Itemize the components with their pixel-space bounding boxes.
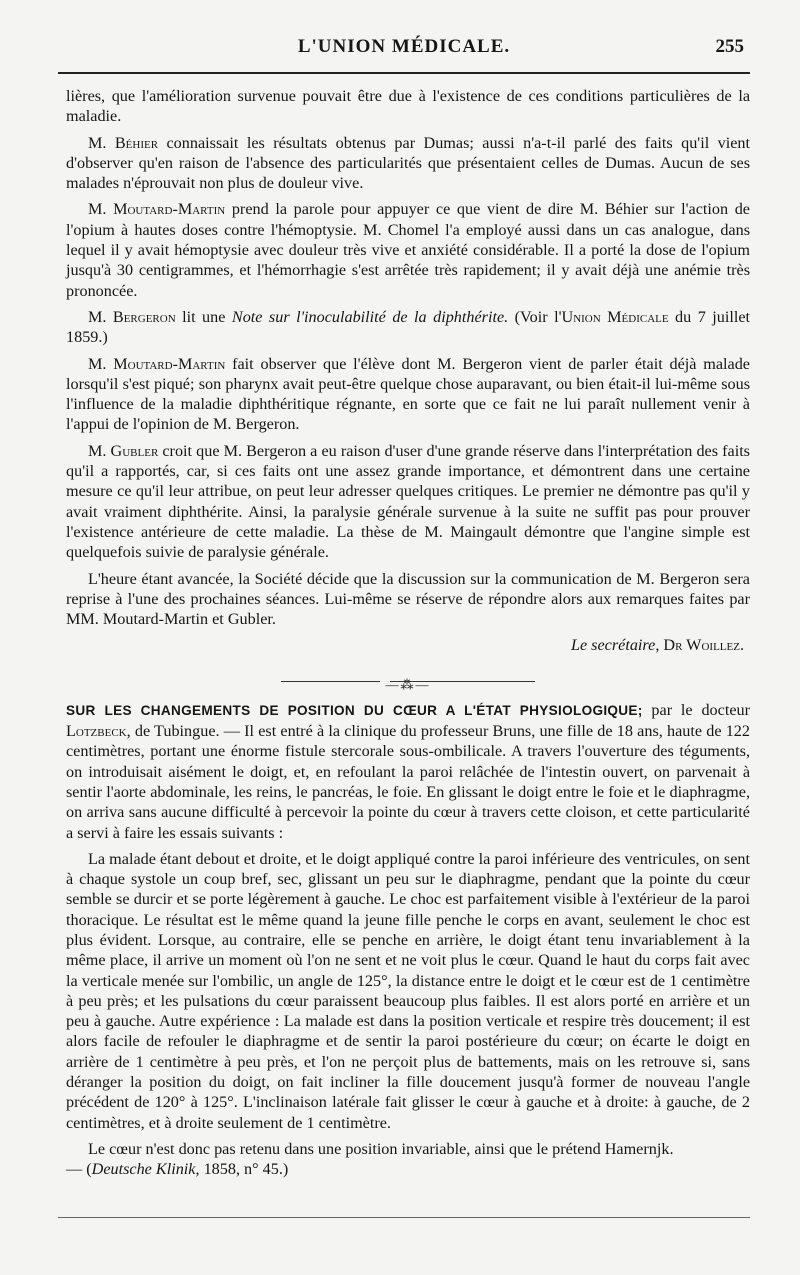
paragraph-continuation: lières, que l'amélioration survenue pouvait être due à l'existence de ces conditions particulières de la maladie. <box>66 87 750 126</box>
article-title: SUR LES CHANGEMENTS DE POSITION DU CŒUR A L'ÉTAT PHYSIOLOGIQUE; <box>66 702 643 718</box>
paragraph-text: (Voir l' <box>508 307 562 326</box>
signature-name: , Dr Woillez. <box>655 636 744 655</box>
article-author: Lotzbeck <box>66 722 127 741</box>
page-number: 255 <box>715 36 744 57</box>
speaker-name: M. Moutard-Martin <box>88 354 226 373</box>
paragraph-behier <box>66 133 750 194</box>
signature <box>66 635 744 655</box>
speaker-name: M. Gubler <box>88 441 159 460</box>
journal-name: Union Médicale <box>561 307 669 326</box>
speaker-name: M. Moutard-Martin <box>88 200 226 219</box>
citation-prefix: — ( <box>66 1160 92 1179</box>
ornament-glyph: —⁂— <box>380 675 437 695</box>
article-intro <box>66 700 750 843</box>
paragraph-gubler <box>66 441 750 563</box>
speaker-name: M. Bergeron <box>88 307 176 326</box>
page-header <box>58 36 750 66</box>
running-title: L'UNION MÉDICALE. <box>297 36 511 57</box>
article-paragraph-experiments: La malade étant debout et droite, et le doigt appliqué contre la paroi inférieure des ventricules, on sent à chaque systole un coup bref, sec, glissant un peu sur le diaphragme, pendant que la pointe du cœur semble se durcir et se porte légèrement à gauche. Le choc est parfaitement visible à l'extérieur de la paroi thoracique. Le résultat est le même quand la jeune fille penche le corps en avant, seulement le choc est plus évident. Lorsque, au contraire, elle se penche en arrière, le doigt étant tenu invariablement à la même place, il arrive un moment où l'on ne sent et ne voit plus le cœur. Quand le haut du corps fait avec la verticale menée sur l'ombilic, un angle de 125°, la distance entre le doigt et le cœur est de 1 centimètre à peu près; et les pulsations du cœur paraissent beaucoup plus faibles. Il est alors porté en arrière et un peu à gauche. Autre expérience : La malade est dans la position verticale et respire très doucement; il est alors facile de refouler le diaphragme et de sentir la paroi postérieure du cœur; on écarte le doigt en arrière de 1 centimètre à peu près, et l'on ne perçoit plus de battements, mais on les retrouve si, sans déranger la position du doigt, on fait incliner la fille doucement jusqu'à former de nouveau l'angle précédent de 120° à 125°. L'inclinaison latérale fait glisser le cœur à gauche et à droite: à gauche, de 2 centimètres, et à droite seulement de 1 centimètre. <box>66 849 750 1132</box>
paragraph-moutard-martin-2 <box>66 354 750 435</box>
citation-suffix: , 1858, n° 45.) <box>195 1160 289 1179</box>
note-title: Note sur l'inoculabilité de la diphthérite. <box>231 307 509 326</box>
paragraph-moutard-martin-1 <box>66 199 750 300</box>
paragraph-text: fait observer que l'élève dont M. Bergeron vient de parler était déjà malade lorsqu'il s'est piqué; son pharynx avait peut-être quelque chose auparavant, ou bien était-il lui-même sous l'influence de la maladie diphthéritique régnante, en sorte que ce fait ne lui paraît nullement venir à l'appui de l'opinion de M. Bergeron. <box>66 354 750 434</box>
paragraph-text: croit que M. Bergeron a eu raison d'user d'une grande réserve dans l'interprétation des faits qu'il a rapportés, car, si ces faits ont une assez grande importance, et démontrent dans une certaine mesure ce qu'il leur attribue, on peut leur adresser quelques critiques. Le premier ne démontre pas qu'il y avait vraiment diphthérite. Ainsi, la paralysie générale survenue à la suite ne suffit pas pour prouver l'existence antérieure de cette maladie. La thèse de M. Maingault démontre que l'angine simple est quelquefois suivie de paralysie générale. <box>66 441 750 562</box>
paragraph-text: par le docteur <box>642 700 750 719</box>
paragraph-text: connaissait les résultats obtenus par Dumas; aussi n'a-t-il parlé des faits qu'il vient d'observer qu'en raison de l'absence des particularités que présentaient celles de Dumas. Aucun de ses malades n'éprouvait non plus de douleur vive. <box>66 133 750 193</box>
signature-role: Le secrétaire <box>570 636 656 655</box>
paragraph-bergeron <box>66 307 750 348</box>
paragraph-closing: L'heure étant avancée, la Société décide que la discussion sur la communication de M. Bergeron sera reprise à l'une des prochaines séances. Lui-même se réserve de répondre alors aux remarques faites par MM. Moutard-Martin et Gubler. <box>66 569 750 629</box>
footer-rule <box>58 1217 750 1218</box>
speaker-name: M. Béhier <box>88 133 159 152</box>
paragraph-text: prend la parole pour appuyer ce que vient de dire M. Béhier sur l'action de l'opium à hautes doses contre l'hémoptysie. M. Chomel l'a employé aussi dans un cas analogue, dans lequel il y avait hémoptysie avec douleur très vive et anxiété considérable. Il a porté la dose de l'opium jusqu'à 30 centigrammes, et l'hémorrhagie s'est arrêtée très rapidement; il y avait déjà une anémie très prononcée. <box>66 200 750 300</box>
paragraph-text: , de Tubingue. — Il est entré à la clinique du professeur Bruns, une fille de 18 ans, haute de 122 centimètres, portant une énorme fistule stercorale sous-ombilicale. A travers l'ouverture des téguments, on introduisait aisément le doigt, et, en refoulant la paroi relâchée de l'intestin ouvert, on parvenait à sentir l'aorte abdominale, les reins, le pancréas, le foie. En glissant le doigt entre le foie et le diaphragme, on arriva sans aucune difficulté à percevoir la pointe du cœur à travers cette cloison, et cette particularité a servi à faire les essais suivants : <box>66 722 750 842</box>
header-rule <box>58 72 750 74</box>
section-ornament <box>66 674 750 692</box>
paragraph-text: lit une <box>175 307 232 326</box>
citation-source: Deutsche Klinik <box>91 1160 196 1179</box>
paragraph-text: Le cœur n'est donc pas retenu dans une position invariable, ainsi que le prétend Hamernjk. <box>88 1139 674 1158</box>
body-text <box>66 86 750 1186</box>
article-conclusion <box>66 1139 750 1180</box>
ornament-line-right <box>390 681 535 682</box>
paragraph-text: du 7 juillet 1859.) <box>66 307 751 347</box>
